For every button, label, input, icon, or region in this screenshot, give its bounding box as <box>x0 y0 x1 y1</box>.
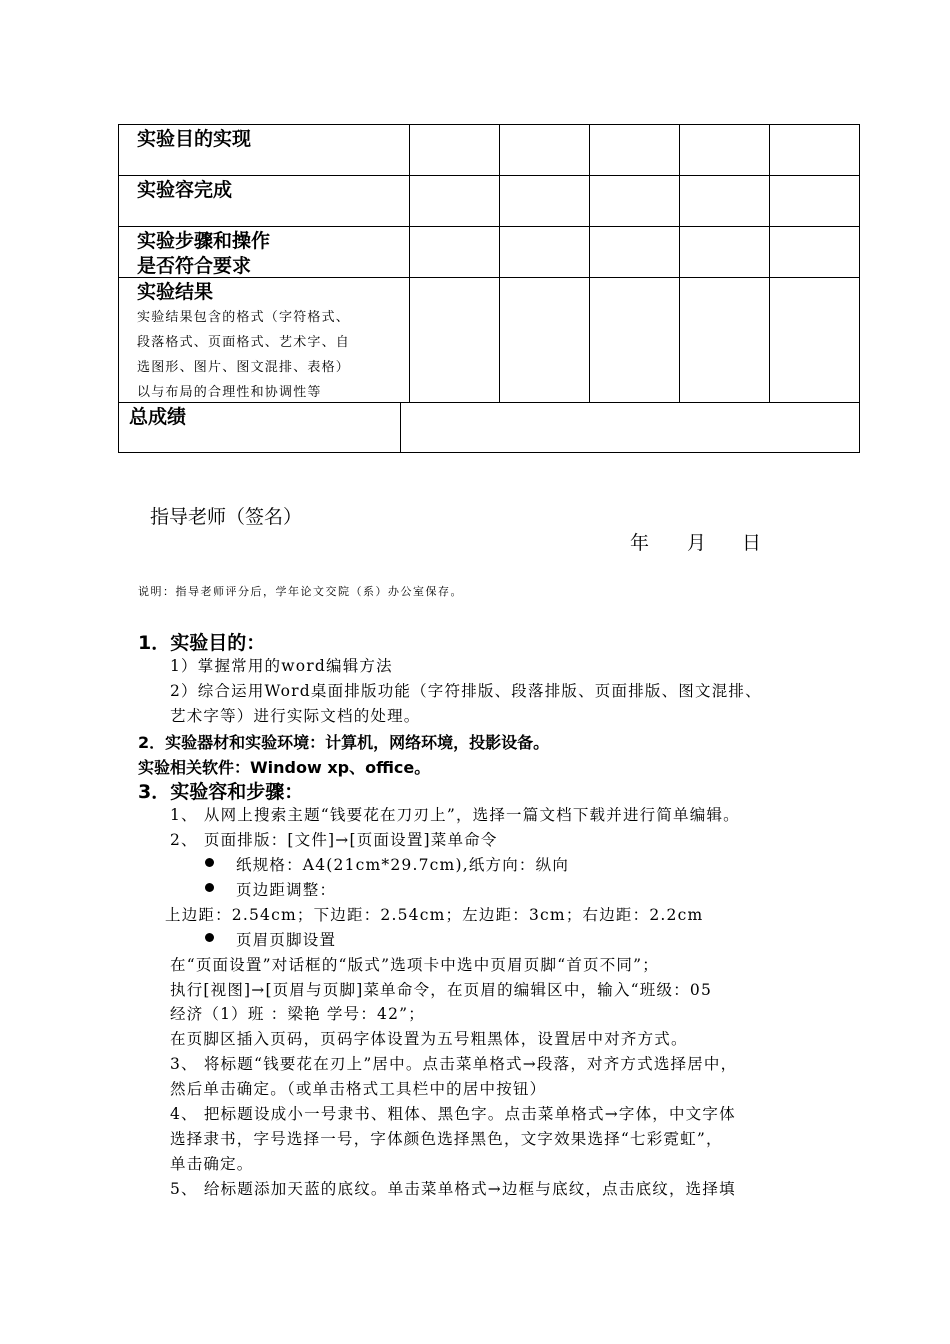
score-cell <box>499 278 500 402</box>
row-label-line: 实验结果 <box>137 281 214 303</box>
section-1-item: 2）综合运用Word桌面排版功能（字符排版、段落排版、页面排版、图文混排、 <box>170 682 762 700</box>
score-cell <box>679 227 680 277</box>
row-label <box>137 280 350 405</box>
step-line: 上边距：2.54cm；下边距：2.54cm；左边距：3cm；右边距：2.2cm <box>165 906 704 924</box>
software-line: 实验相关软件：Window xp、office。 <box>138 758 431 777</box>
score-cell <box>409 125 410 175</box>
row-detail-line: 实验结果包含的格式（字符格式、 <box>137 310 351 325</box>
step-line: 执行[视图]→[页眉与页脚]菜单命令，在页眉的编辑区中，输入“班级：05 <box>170 981 713 999</box>
score-cell <box>679 125 680 175</box>
date-year: 年 <box>630 532 650 554</box>
total-label: 总成绩 <box>129 406 187 428</box>
section-1-item: 艺术字等）进行实际文档的处理。 <box>170 707 421 725</box>
section-1-title: 1．实验目的： <box>138 632 266 654</box>
step-line: 2、 页面排版：[文件]→[页面设置]菜单命令 <box>170 831 498 849</box>
section-2-title: 2．实验器材和实验环境：计算机，网络环境，投影设备。 <box>138 733 550 752</box>
score-cell <box>409 278 410 402</box>
row-label <box>137 229 270 279</box>
table-row-total <box>118 402 860 453</box>
table-row <box>118 175 860 226</box>
score-cell <box>409 176 410 226</box>
step-line: 3、 将标题“钱要花在刃上”居中。点击菜单格式→段落，对齐方式选择居中， <box>170 1055 738 1073</box>
score-cell <box>769 227 770 277</box>
step-line: 在“页面设置”对话框的“版式”选项卡中选中页眉页脚“首页不同”； <box>170 956 659 974</box>
score-cell <box>769 278 770 402</box>
step-line: 经济（1）班 ：梁艳 学号：42”； <box>170 1005 425 1023</box>
bullet-icon <box>205 933 214 942</box>
note-text: 说明：指导老师评分后，学年论文交院（系）办公室保存。 <box>138 585 463 598</box>
score-cell <box>769 125 770 175</box>
row-label: 实验目的实现 <box>137 128 252 150</box>
score-cell <box>769 176 770 226</box>
step-line: 单击确定。 <box>170 1155 254 1173</box>
step-line: 1、 从网上搜索主题“钱要花在刀刃上”，选择一篇文档下载并进行简单编辑。 <box>170 806 740 824</box>
score-cell <box>409 227 410 277</box>
step-line: 页边距调整： <box>236 881 337 899</box>
score-cell <box>589 227 590 277</box>
teacher-signature-label: 指导老师（签名） <box>150 506 303 528</box>
row-label: 实验容完成 <box>137 179 233 201</box>
score-cell <box>589 176 590 226</box>
score-cell <box>499 227 500 277</box>
date-day: 日 <box>742 532 762 554</box>
step-line: 然后单击确定。（或单击格式工具栏中的居中按钮） <box>170 1080 547 1098</box>
table-row <box>118 226 860 277</box>
bullet-icon <box>205 883 214 892</box>
date-month: 月 <box>687 532 707 554</box>
step-line: 在页脚区插入页码，页码字体设置为五号粗黑体，设置居中对齐方式。 <box>170 1030 688 1048</box>
step-line: 页眉页脚设置 <box>236 931 337 949</box>
section-3-title: 3．实验容和步骤： <box>138 781 304 803</box>
score-cell <box>679 278 680 402</box>
total-score-cell <box>400 403 401 452</box>
row-detail-line: 选图形、图片、图文混排、表格） <box>137 360 351 375</box>
table-row <box>118 124 860 175</box>
score-cell <box>589 125 590 175</box>
step-line: 选择隶书，字号选择一号，字体颜色选择黑色，文字效果选择“七彩霓虹”， <box>170 1130 723 1148</box>
step-line: 纸规格：A4(21cm*29.7cm),纸方向：纵向 <box>236 856 570 874</box>
bullet-icon <box>205 858 214 867</box>
score-cell <box>499 125 500 175</box>
step-line: 5、 给标题添加天蓝的底纹。单击菜单格式→边框与底纹，点击底纹，选择填 <box>170 1180 736 1198</box>
score-cell <box>679 176 680 226</box>
score-cell <box>499 176 500 226</box>
row-label-line: 实验步骤和操作 <box>137 230 271 252</box>
score-cell <box>589 278 590 402</box>
grading-table <box>118 124 860 453</box>
row-detail-line: 段落格式、页面格式、艺术字、自 <box>137 335 351 350</box>
step-line: 4、 把标题设成小一号隶书、粗体、黑色字。点击菜单格式→字体，中文字体 <box>170 1105 736 1123</box>
row-detail-line: 以与布局的合理性和协调性等 <box>137 385 322 400</box>
table-row <box>118 277 860 402</box>
row-label-line: 是否符合要求 <box>137 255 252 277</box>
section-1-item: 1）掌握常用的word编辑方法 <box>170 657 393 675</box>
